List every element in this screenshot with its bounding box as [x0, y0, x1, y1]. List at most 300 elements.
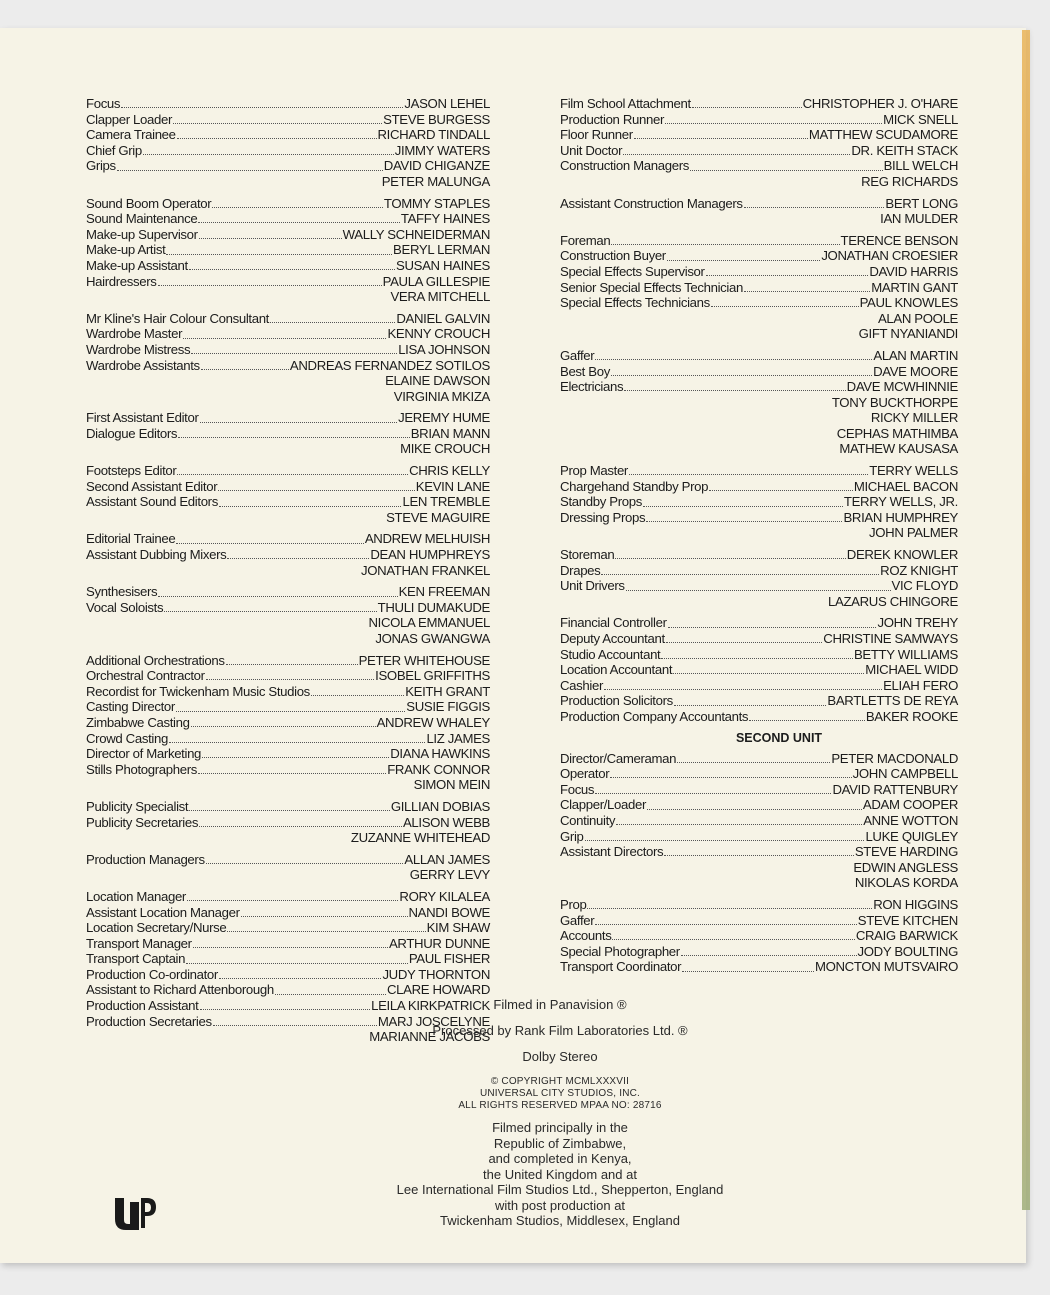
- dot-leader: [117, 160, 383, 171]
- dot-leader: [193, 937, 388, 948]
- credit-name: JONATHAN FRANKEL: [361, 562, 490, 578]
- dot-leader: [643, 496, 843, 507]
- credit-row: [560, 311, 958, 327]
- credit-name: LUKE QUIGLEY: [865, 828, 958, 844]
- credit-name: FRANK CONNOR: [387, 761, 490, 777]
- credit-name: DAVID RATTENBURY: [832, 781, 958, 797]
- credit-name: PAULA GILLESPIE: [382, 273, 490, 289]
- credit-role: Unit Drivers: [560, 578, 625, 594]
- credit-row: [560, 647, 958, 663]
- credit-role: Production Solicitors: [560, 693, 673, 709]
- dot-leader: [624, 380, 845, 391]
- credit-name: LEN TREMBLE: [402, 494, 490, 510]
- credit-name: ROZ KNIGHT: [880, 562, 958, 578]
- credit-row: [560, 594, 958, 610]
- credit-row: [86, 274, 490, 290]
- panavision-note: Filmed in Panavision ®: [493, 997, 627, 1012]
- location-line: the United Kingdom and at: [483, 1166, 637, 1182]
- dot-leader: [311, 685, 404, 696]
- dot-leader: [206, 669, 374, 680]
- credit-row: [86, 668, 490, 684]
- credit-row: [560, 913, 958, 929]
- credit-row: [86, 242, 490, 258]
- dot-leader: [667, 250, 820, 261]
- credit-row: [560, 127, 958, 143]
- credit-name: BERYL LERMAN: [393, 242, 490, 258]
- dot-leader: [692, 97, 802, 108]
- credit-row: [560, 143, 958, 159]
- dot-leader: [187, 890, 398, 901]
- credit-name: PETER WHITEHOUSE: [358, 652, 490, 668]
- credit-row: [560, 494, 958, 510]
- credit-row: [560, 875, 958, 891]
- right-credits-column: [560, 96, 958, 975]
- credit-name: STEVE MAGUIRE: [386, 509, 490, 525]
- credit-row: [86, 426, 490, 442]
- credit-name: JUDY THORNTON: [382, 966, 490, 982]
- credit-role: Focus: [560, 781, 595, 797]
- credit-row: [560, 248, 958, 264]
- credit-role: Grips: [86, 158, 116, 174]
- copyright-line: ALL RIGHTS RESERVED MPAA NO: 28716: [458, 1100, 662, 1111]
- credit-name: JOHN CAMPBELL: [852, 766, 958, 782]
- credit-role: Stills Photographers: [86, 761, 198, 777]
- credit-role: Focus: [86, 96, 121, 111]
- dot-leader: [665, 113, 882, 124]
- credit-row: [560, 631, 958, 647]
- credit-name: RON HIGGINS: [873, 896, 958, 912]
- credit-role: First Assistant Editor: [86, 410, 199, 426]
- dot-leader: [706, 265, 869, 276]
- credit-row: [86, 615, 490, 631]
- credit-role: Assistant to Richard Attenborough: [86, 982, 274, 998]
- credit-row: [560, 928, 958, 944]
- credit-role: Synthesisers: [86, 584, 158, 600]
- credit-role: Dialogue Editors: [86, 425, 178, 441]
- dot-leader: [610, 767, 851, 778]
- credit-row: [86, 531, 490, 547]
- credit-name: SUSAN HAINES: [396, 257, 490, 273]
- credit-name: VIC FLOYD: [891, 578, 958, 594]
- credit-role: Additional Orchestrations: [86, 652, 225, 668]
- credit-role: Production Assistant: [86, 998, 199, 1014]
- credit-row: [560, 233, 958, 249]
- dot-leader: [226, 654, 358, 665]
- credit-row: [560, 510, 958, 526]
- credit-row: [86, 311, 490, 327]
- dot-leader: [744, 281, 870, 292]
- credit-name: JONATHAN CROESIER: [821, 248, 958, 264]
- credit-name: KEN FREEMAN: [398, 584, 490, 600]
- credit-name: CHRISTOPHER J. O'HARE: [802, 96, 958, 111]
- credit-name: TOMMY STAPLES: [383, 195, 490, 211]
- credit-name: PAUL KNOWLES: [859, 295, 958, 311]
- credit-name: RICHARD TINDALL: [377, 127, 490, 143]
- dot-leader: [674, 695, 827, 706]
- credit-name: GIFT NYANIANDI: [858, 326, 958, 342]
- credit-row: [86, 158, 490, 174]
- location-line: Filmed principally in the: [492, 1120, 628, 1135]
- credit-name: DAVE MOORE: [873, 363, 958, 379]
- credit-role: Make-up Artist: [86, 242, 166, 258]
- credit-row: [560, 844, 958, 860]
- credit-row: [86, 389, 490, 405]
- credit-role: Dressing Props: [560, 509, 646, 525]
- dot-leader: [219, 496, 402, 507]
- credit-row: [86, 731, 490, 747]
- credit-role: Publicity Secretaries: [86, 814, 199, 830]
- credit-name: DIANA HAWKINS: [390, 746, 490, 762]
- credit-name: NICOLA EMMANUEL: [368, 615, 490, 631]
- credit-name: ALISON WEBB: [402, 814, 490, 830]
- credit-row: [560, 479, 958, 495]
- credit-name: EDWIN ANGLESS: [853, 859, 958, 875]
- credit-row: [560, 829, 958, 845]
- credit-name: ANNE WOTTON: [863, 812, 958, 828]
- credit-role: Grip: [560, 828, 584, 844]
- credit-name: LEILA KIRKPATRICK: [371, 998, 490, 1014]
- credit-row: [86, 715, 490, 731]
- credit-name: ALAN MARTIN: [873, 347, 958, 363]
- credit-row: [86, 920, 490, 936]
- credit-name: ANDREW WHALEY: [376, 714, 490, 730]
- credit-role: Construction Buyer: [560, 248, 666, 264]
- credit-role: Recordist for Twickenham Music Studios: [86, 683, 310, 699]
- dot-leader: [587, 898, 872, 909]
- credit-row: [560, 709, 958, 725]
- credit-row: [86, 143, 490, 159]
- dot-leader: [604, 679, 882, 690]
- dot-leader: [629, 464, 868, 475]
- credit-name: NIKOLAS KORDA: [854, 875, 958, 891]
- credit-name: ANDREAS FERNANDEZ SOTILOS: [289, 357, 490, 373]
- credit-role: Hairdressers: [86, 273, 157, 289]
- dot-leader: [121, 97, 403, 108]
- credit-row: [560, 525, 958, 541]
- credit-name: CEPHAS MATHIMBA: [836, 425, 958, 441]
- processed-note: Processed by Rank Film Laboratories Ltd. ®: [432, 1023, 688, 1038]
- credit-name: MATHEW KAUSASA: [839, 441, 958, 457]
- credit-row: [86, 684, 490, 700]
- credit-row: [560, 615, 958, 631]
- dot-leader: [711, 296, 859, 307]
- credit-row: [86, 799, 490, 815]
- credit-row: [86, 494, 490, 510]
- credit-role: Publicity Specialist: [86, 798, 189, 814]
- credit-row: [86, 479, 490, 495]
- dot-leader: [673, 663, 864, 674]
- credit-row: [560, 578, 958, 594]
- credit-row: [560, 678, 958, 694]
- credit-role: Make-up Assistant: [86, 257, 188, 273]
- dot-leader: [212, 197, 383, 208]
- dot-leader: [183, 328, 386, 339]
- second-unit-credits: [560, 751, 958, 975]
- credit-row: [86, 112, 490, 128]
- dot-leader: [585, 830, 865, 841]
- credit-row: [560, 897, 958, 913]
- dot-leader: [227, 921, 425, 932]
- dot-leader: [164, 601, 376, 612]
- dot-leader: [158, 586, 397, 597]
- credit-role: Financial Controller: [560, 615, 667, 631]
- credit-row: [86, 699, 490, 715]
- dot-leader: [601, 564, 879, 575]
- credit-role: Assistant Sound Editors: [86, 494, 218, 510]
- credit-name: DANIEL GALVIN: [396, 310, 490, 326]
- credit-role: Continuity: [560, 812, 616, 828]
- credit-name: ISOBEL GRIFFITHS: [375, 668, 490, 684]
- credit-name: TAFFY HAINES: [400, 211, 490, 227]
- credit-name: DAVE MCWHINNIE: [846, 379, 958, 395]
- credit-row: [86, 830, 490, 846]
- credit-row: [86, 600, 490, 616]
- credit-role: Unit Doctor: [560, 142, 623, 158]
- dot-leader: [177, 464, 408, 475]
- credit-row: [86, 951, 490, 967]
- credit-name: JIMMY WATERS: [394, 142, 490, 158]
- credit-row: [86, 441, 490, 457]
- credit-name: MARJ JOSCELYNE: [377, 1013, 490, 1029]
- dot-leader: [191, 716, 376, 727]
- credit-role: Senior Special Effects Technician: [560, 279, 743, 295]
- credit-role: Deputy Accountant: [560, 631, 665, 646]
- credit-row: [560, 662, 958, 678]
- credit-row: [86, 289, 490, 305]
- dot-leader: [189, 800, 390, 811]
- dolby-note: Dolby Stereo: [522, 1049, 598, 1064]
- credit-row: [86, 584, 490, 600]
- credit-row: [560, 379, 958, 395]
- credit-role: Transport Manager: [86, 935, 192, 951]
- credit-name: VIRGINIA MKIZA: [393, 388, 490, 404]
- dot-leader: [681, 945, 857, 956]
- dot-leader: [169, 732, 426, 743]
- credit-role: Gaffer: [560, 347, 595, 363]
- credit-row: [86, 777, 490, 793]
- dot-leader: [166, 244, 392, 255]
- credit-role: Crowd Casting: [86, 730, 168, 746]
- dot-leader: [199, 816, 402, 827]
- credit-row: [560, 348, 958, 364]
- credit-row: [86, 905, 490, 921]
- credit-row: [86, 127, 490, 143]
- credit-name: MICK SNELL: [883, 111, 958, 127]
- credit-role: Director of Marketing: [86, 746, 202, 762]
- location-line: Lee International Film Studios Ltd., Shepperton, England: [396, 1182, 724, 1197]
- credit-name: WALLY SCHNEIDERMAN: [342, 226, 490, 242]
- credit-row: [86, 653, 490, 669]
- credit-row: [560, 797, 958, 813]
- dot-leader: [677, 752, 830, 763]
- credit-name: MICHAEL WIDD: [865, 662, 958, 678]
- crew-credits: [560, 96, 958, 725]
- credit-role: Camera Trainee: [86, 127, 176, 143]
- credit-row: [86, 211, 490, 227]
- credit-role: Zimbabwe Casting: [86, 714, 190, 730]
- credit-role: Assistant Dubbing Mixers: [86, 547, 227, 563]
- dot-leader: [682, 961, 814, 972]
- credit-role: Casting Director: [86, 699, 175, 715]
- credit-role: Prop Master: [560, 463, 628, 479]
- credit-name: VERA MITCHELL: [390, 289, 490, 305]
- dot-leader: [612, 929, 854, 940]
- dot-leader: [198, 763, 386, 774]
- credit-name: BILL WELCH: [883, 158, 958, 174]
- credit-role: Clapper/Loader: [560, 797, 647, 813]
- left-credits-column: [86, 96, 490, 1045]
- credit-row: [86, 463, 490, 479]
- credit-name: BETTY WILLIAMS: [853, 646, 958, 662]
- credit-row: [86, 762, 490, 778]
- credit-role: Footsteps Editor: [86, 463, 177, 479]
- credit-name: ALLAN JAMES: [404, 851, 490, 867]
- credit-role: Prop: [560, 896, 587, 912]
- credit-name: STEVE HARDING: [854, 844, 958, 860]
- credit-role: Location Manager: [86, 888, 186, 904]
- dot-leader: [690, 160, 883, 171]
- credit-name: DAVID HARRIS: [869, 263, 958, 279]
- credit-row: [86, 96, 490, 112]
- credit-role: Assistant Directors: [560, 844, 664, 860]
- dot-leader: [616, 814, 862, 825]
- credit-name: PETER MALUNGA: [381, 173, 490, 189]
- location-line: with post production at: [494, 1197, 626, 1213]
- dot-leader: [749, 710, 865, 721]
- credit-role: Director/Cameraman: [560, 750, 677, 766]
- dot-leader: [611, 234, 839, 245]
- location-line: and completed in Kenya,: [488, 1151, 632, 1166]
- dot-leader: [178, 427, 410, 438]
- credit-role: Drapes: [560, 562, 601, 578]
- credit-role: Chargehand Standby Prop: [560, 478, 709, 494]
- credit-row: [560, 295, 958, 311]
- credit-role: Accounts: [560, 928, 612, 944]
- credit-role: Orchestral Contractor: [86, 668, 205, 684]
- dot-leader: [668, 617, 877, 628]
- credit-name: JODY BOULTING: [857, 943, 958, 959]
- credit-role: Sound Maintenance: [86, 211, 198, 227]
- credit-name: TERRY WELLS: [869, 463, 958, 479]
- credit-role: Editorial Trainee: [86, 531, 176, 547]
- credit-name: JOHN PALMER: [869, 525, 958, 541]
- credit-row: [86, 967, 490, 983]
- copyright-line: © COPYRIGHT MCMLXXXVII: [490, 1076, 630, 1087]
- credit-row: [86, 510, 490, 526]
- dot-leader: [744, 197, 885, 208]
- dot-leader: [191, 343, 397, 354]
- credit-name: THULI DUMAKUDE: [377, 599, 490, 615]
- credit-row: [560, 751, 958, 767]
- dot-leader: [646, 511, 842, 522]
- credit-role: Clapper Loader: [86, 111, 173, 127]
- credit-name: ADAM COOPER: [862, 797, 958, 813]
- credit-role: Production Secretaries: [86, 1013, 212, 1029]
- credit-name: GILLIAN DOBIAS: [390, 798, 490, 814]
- credit-name: SUSIE FIGGIS: [406, 699, 490, 715]
- credit-row: [560, 813, 958, 829]
- credit-row: [86, 547, 490, 563]
- credit-role: Film School Attachment: [560, 96, 691, 111]
- credit-name: LAZARUS CHINGORE: [828, 593, 958, 609]
- credit-row: [86, 227, 490, 243]
- credit-row: [560, 196, 958, 212]
- credit-role: Standby Props: [560, 494, 642, 510]
- credit-row: [560, 158, 958, 174]
- credit-name: GERRY LEVY: [409, 867, 490, 883]
- credit-name: CHRISTINE SAMWAYS: [823, 631, 958, 646]
- credit-name: CRAIG BARWICK: [855, 928, 958, 944]
- dot-leader: [241, 906, 408, 917]
- credit-row: [560, 547, 958, 563]
- credit-name: JOHN TREHY: [877, 615, 958, 631]
- credit-name: LIZ JAMES: [426, 730, 490, 746]
- credit-row: [86, 889, 490, 905]
- credit-row: [86, 746, 490, 762]
- credit-name: SIMON MEIN: [413, 777, 490, 793]
- credit-role: Location Secretary/Nurse: [86, 920, 227, 936]
- credit-row: [86, 358, 490, 374]
- credit-name: BERT LONG: [885, 195, 958, 211]
- dot-leader: [189, 259, 395, 270]
- credit-role: Production Managers: [86, 851, 205, 867]
- dot-leader: [623, 144, 850, 155]
- credit-row: [86, 815, 490, 831]
- uip-logo-icon: [113, 1194, 157, 1230]
- credit-row: [560, 112, 958, 128]
- dot-leader: [143, 144, 394, 155]
- credit-role: Assistant Location Manager: [86, 904, 240, 920]
- dot-leader: [200, 412, 398, 423]
- dot-leader: [177, 128, 377, 139]
- location-line: Twickenham Studios, Middlesex, England: [440, 1213, 680, 1228]
- dot-leader: [219, 968, 381, 979]
- credit-name: KIM SHAW: [426, 920, 490, 936]
- credit-row: [560, 211, 958, 227]
- credit-row: [560, 395, 958, 411]
- dot-leader: [611, 365, 872, 376]
- credit-row: [560, 426, 958, 442]
- dot-leader: [201, 359, 289, 370]
- dot-leader: [206, 853, 404, 864]
- credit-role: Gaffer: [560, 912, 595, 928]
- credit-name: ANDREW MELHUISH: [364, 531, 490, 547]
- dot-leader: [661, 648, 853, 659]
- credit-name: STEVE KITCHEN: [857, 912, 958, 928]
- credit-row: [560, 264, 958, 280]
- credit-row: [560, 463, 958, 479]
- dot-leader: [647, 799, 862, 810]
- credit-role: Second Assistant Editor: [86, 478, 218, 494]
- credit-role: Production Runner: [560, 111, 665, 127]
- credit-role: Make-up Supervisor: [86, 226, 198, 242]
- dot-leader: [158, 275, 382, 286]
- credit-name: NANDI BOWE: [408, 904, 490, 920]
- credit-name: DR. KEITH STACK: [851, 142, 958, 158]
- credit-role: Construction Managers: [560, 158, 689, 174]
- credit-role: Sound Boom Operator: [86, 195, 212, 211]
- credit-row: [560, 441, 958, 457]
- credit-name: KENNY CROUCH: [387, 326, 490, 342]
- credit-row: [560, 959, 958, 975]
- credit-role: Vocal Soloists: [86, 599, 164, 615]
- dot-leader: [176, 533, 363, 544]
- credit-role: Chief Grip: [86, 142, 142, 158]
- credit-role: Foreman: [560, 232, 611, 248]
- credit-name: IAN MULDER: [880, 211, 958, 227]
- credit-row: [560, 563, 958, 579]
- credit-role: Special Effects Supervisor: [560, 263, 705, 279]
